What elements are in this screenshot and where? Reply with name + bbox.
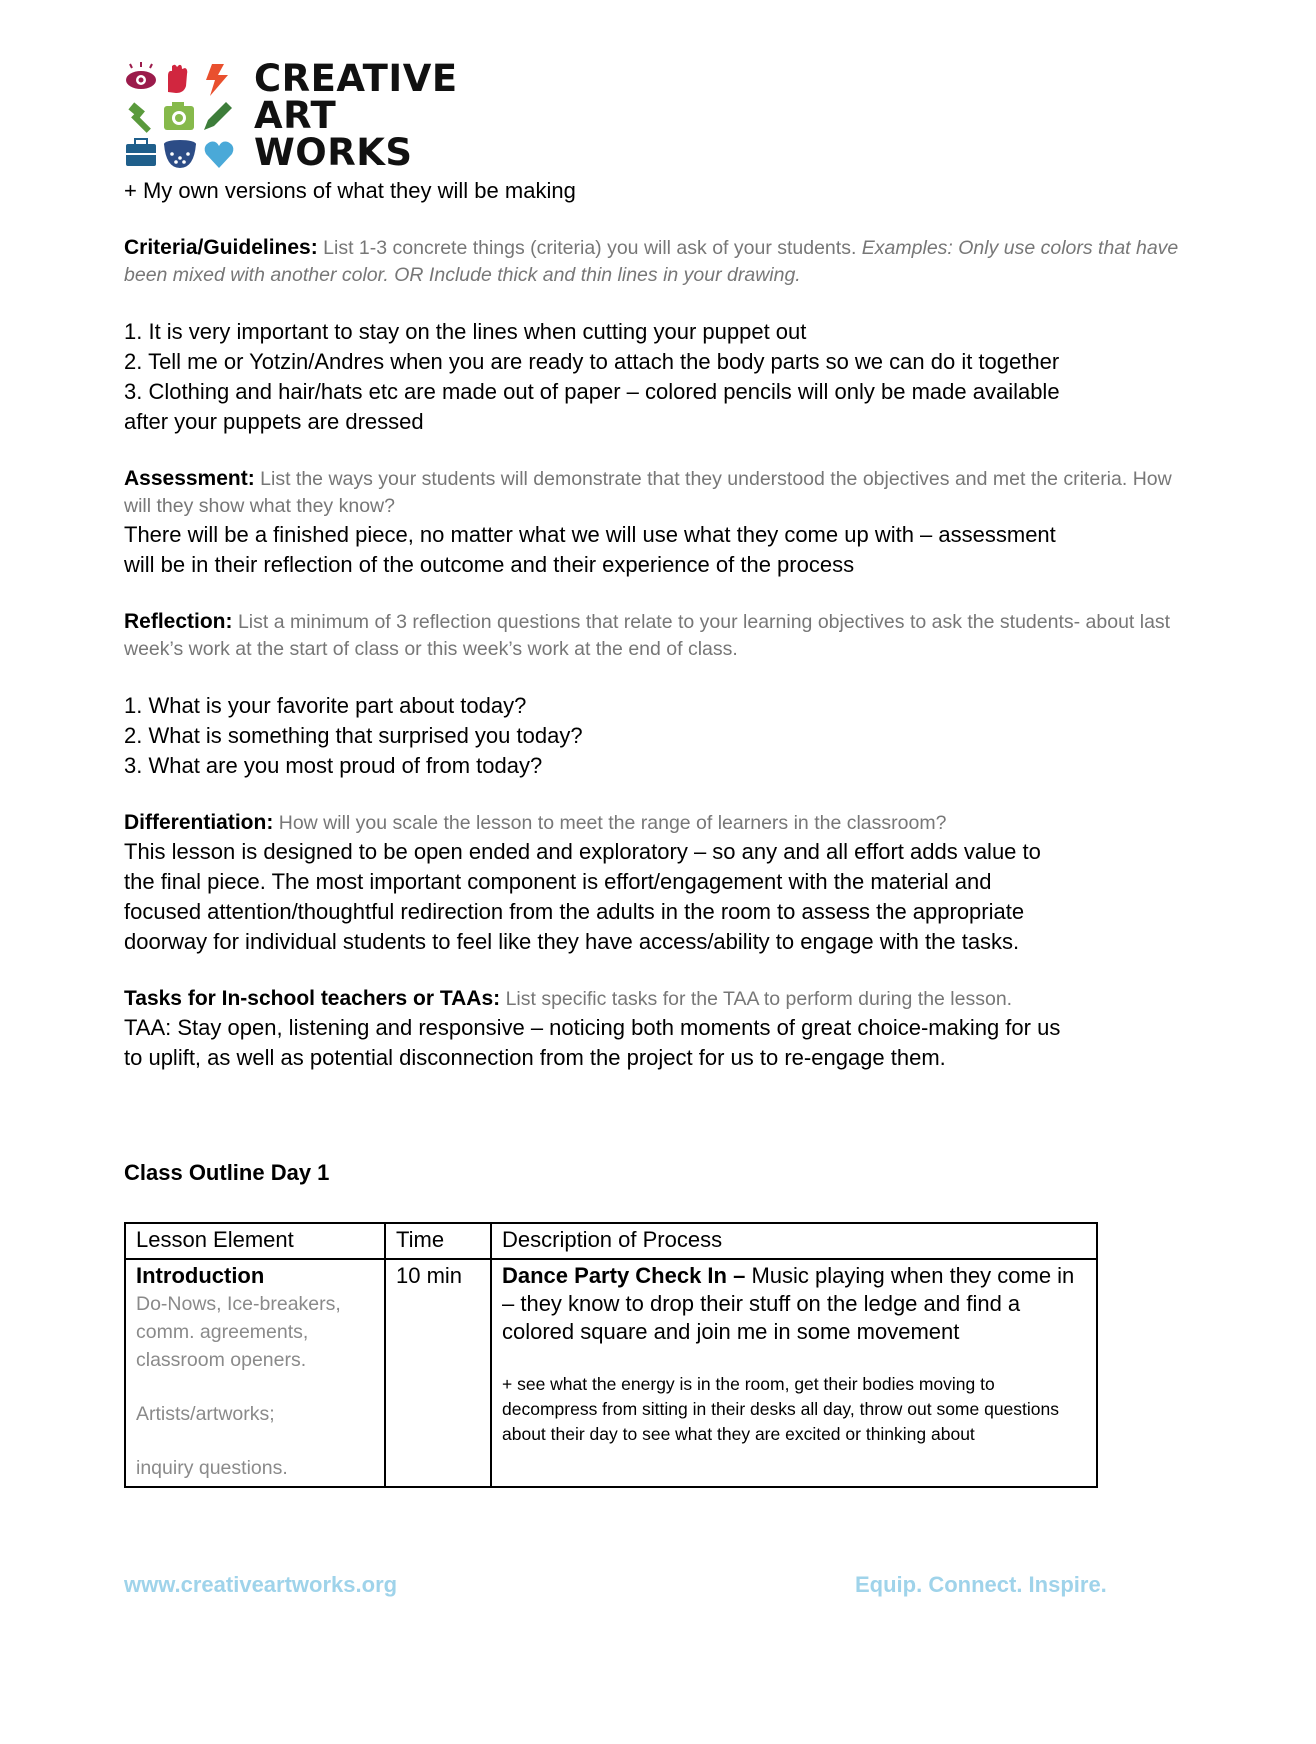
- class-outline-title: Class Outline Day 1: [124, 1160, 330, 1185]
- lesson-element-hint: comm. agreements,: [136, 1321, 309, 1343]
- tasks-line: TAA: Stay open, listening and responsive – noticing both moments of great choice-making for us: [124, 1015, 1061, 1040]
- reflection-question: 1. What is your favorite part about today?: [124, 693, 527, 718]
- lightning-icon: [206, 64, 228, 96]
- differentiation-line: focused attention/thoughtful redirection from the adults in the room to assess the appropriate: [124, 899, 1025, 924]
- differentiation-line: the final piece. The most important component is effort/engagement with the material and: [124, 869, 992, 894]
- table-header-cell: Lesson Element: [125, 1223, 385, 1259]
- logo-line: CREATIVE: [254, 57, 458, 100]
- lesson-plan-body: [124, 176, 1184, 1073]
- section-heading: Differentiation:: [124, 811, 274, 834]
- lesson-element-title: Introduction: [136, 1263, 265, 1288]
- section-hint: List a minimum of 3 reflection questions that relate to your learning objectives to ask the students- about last week’s work at the start of class or this week’s work at the end of class.: [124, 611, 1171, 660]
- section-hint: List 1-3 concrete things (criteria) you will ask of your students.: [323, 237, 857, 259]
- lesson-element-cell: [125, 1259, 385, 1487]
- tasks-line: to uplift, as well as potential disconnection from the project for us to re-engage them.: [124, 1045, 946, 1070]
- activity-title: Dance Party Check In –: [502, 1263, 746, 1288]
- section-heading: Reflection:: [124, 610, 233, 633]
- table-row: [125, 1259, 1097, 1487]
- eye-icon: [126, 62, 156, 89]
- criteria-item: 3. Clothing and hair/hats etc are made out of paper – colored pencils will only be made available: [124, 379, 1060, 404]
- logo-icon-grid: [124, 62, 240, 170]
- intro-line: + My own versions of what they will be making: [124, 178, 576, 203]
- section-hint: List the ways your students will demonstrate that they understood the objectives and met the criteria. How will they show what they know?: [124, 468, 1172, 517]
- logo-wordmark: [254, 57, 458, 174]
- logo: [124, 56, 464, 176]
- briefcase-icon: [126, 139, 156, 166]
- hand-icon: [168, 65, 187, 93]
- assessment-section: [124, 465, 1184, 580]
- activity-note: + see what the energy is in the room, get their bodies moving to decompress from sitting in their desks all day, throw out some questions about their day to see what they are excited or thinking about: [502, 1374, 1060, 1444]
- lesson-element-hint: Artists/artworks;: [136, 1403, 275, 1425]
- criteria-item: 2. Tell me or Yotzin/Andres when you are ready to attach the body parts so we can do it together: [124, 349, 1060, 374]
- section-hint-examples: Examples: Only use colors that have been mixed with another color. OR Include thick and thin lines in your drawing.: [124, 237, 1179, 286]
- section-hint: List specific tasks for the TAA to perform during the lesson.: [505, 988, 1013, 1010]
- footer-tagline: Equip. Connect. Inspire.: [855, 1572, 1107, 1597]
- logo-line: ART: [254, 94, 337, 137]
- assessment-line: There will be a finished piece, no matter what we will use what they come up with – assessment: [124, 522, 1056, 547]
- activity-description: Music playing when they come in – they know to drop their stuff on the ledge and find a colored square and join me in some movement: [502, 1263, 1075, 1344]
- section-heading: Tasks for In-school teachers or TAAs:: [124, 987, 501, 1010]
- table-header-row: [125, 1223, 1097, 1259]
- lesson-element-hint: classroom openers.: [136, 1349, 307, 1371]
- drum-icon: [164, 140, 196, 168]
- criteria-section: [124, 234, 1184, 437]
- pencil-icon: [204, 102, 232, 130]
- criteria-item: after your puppets are dressed: [124, 409, 424, 434]
- tasks-section: [124, 985, 1184, 1073]
- criteria-item: 1. It is very important to stay on the lines when cutting your puppet out: [124, 319, 807, 344]
- reflection-question: 2. What is something that surprised you today?: [124, 723, 583, 748]
- section-heading: Assessment:: [124, 467, 255, 490]
- differentiation-line: doorway for individual students to feel like they have access/ability to engage with the tasks.: [124, 929, 1020, 954]
- section-hint: How will you scale the lesson to meet the range of learners in the classroom?: [278, 812, 947, 834]
- reflection-question: 3. What are you most proud of from today?: [124, 753, 543, 778]
- table-header-cell: Time: [385, 1223, 491, 1259]
- heart-icon: [205, 142, 234, 169]
- table-header-cell: Description of Process: [491, 1223, 1097, 1259]
- lesson-element-hint: Do-Nows, Ice-breakers,: [136, 1293, 341, 1315]
- hammer-icon: [128, 102, 150, 132]
- differentiation-line: This lesson is designed to be open ended and exploratory – so any and all effort adds value to: [124, 839, 1041, 864]
- class-outline-table: [124, 1222, 1098, 1488]
- reflection-section: [124, 608, 1184, 781]
- section-heading: Criteria/Guidelines:: [124, 236, 318, 259]
- lesson-element-hint: inquiry questions.: [136, 1457, 288, 1479]
- logo-line: WORKS: [254, 131, 413, 174]
- description-cell: [491, 1259, 1097, 1487]
- camera-icon: [164, 102, 194, 130]
- assessment-line: will be in their reflection of the outcome and their experience of the process: [124, 552, 855, 577]
- differentiation-section: [124, 809, 1184, 957]
- footer-url-link[interactable]: www.creativeartworks.org: [124, 1572, 398, 1597]
- time-cell: 10 min: [385, 1259, 491, 1487]
